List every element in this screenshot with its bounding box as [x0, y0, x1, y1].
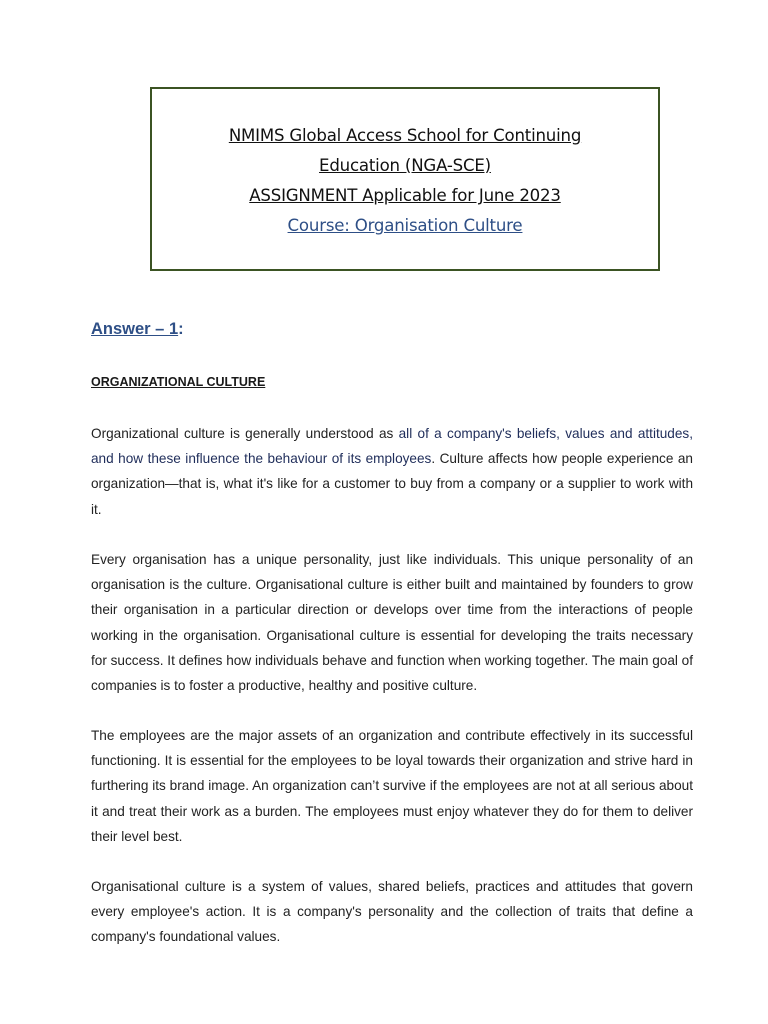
- section-title: ORGANIZATIONAL CULTURE: [91, 375, 266, 389]
- title-line-education: Education (NGA-SCE): [319, 156, 491, 175]
- paragraph-definition-highlight: all of a company's beliefs, values and attitudes, and how these influence the behaviour of its employees: [91, 426, 693, 467]
- paragraph-definition-intro: Organizational culture is generally understood as: [91, 426, 399, 441]
- course-title: Course: Organisation Culture: [287, 216, 523, 235]
- title-block: [152, 121, 658, 241]
- paragraph-values-system: Organisational culture is a system of values, shared beliefs, practices and attitudes that govern every employee's action. It is a company's personality and the collection of traits that define a company's foundational values.: [91, 879, 693, 945]
- paragraph-definition-rest: . Culture affects how people experience an organization—that is, what it's like for a customer to buy from a company or a supplier to work with it.: [91, 451, 693, 517]
- answer-heading: [91, 320, 184, 339]
- paragraph-definition: [91, 421, 693, 522]
- title-box: [150, 87, 660, 271]
- answer-colon: :: [178, 320, 184, 338]
- paragraph-employees: The employees are the major assets of an organization and contribute effectively in its successful functioning. It is essential for the employees to be loyal towards their organization and strive hard in furthering its brand image. An organization can’t survive if the employees are not at all serious about it and treat their work as a burden. The employees must enjoy whatever they do for them to deliver their level best.: [91, 728, 693, 844]
- answer-label: Answer – 1: [91, 320, 179, 338]
- title-line-school: NMIMS Global Access School for Continuing: [228, 126, 582, 145]
- paragraph-personality: Every organisation has a unique personality, just like individuals. This unique personality of an organisation is the culture. Organisational culture is either built and maintained by founders to grow their organisation in a particular direction or develops over time from the interactions of people working in the organisation. Organisational culture is essential for developing the traits necessary for success. It defines how individuals behave and function when working together. The main goal of companies is to foster a productive, healthy and positive culture.: [91, 552, 694, 694]
- title-line-assignment: ASSIGNMENT Applicable for June 2023: [249, 186, 561, 205]
